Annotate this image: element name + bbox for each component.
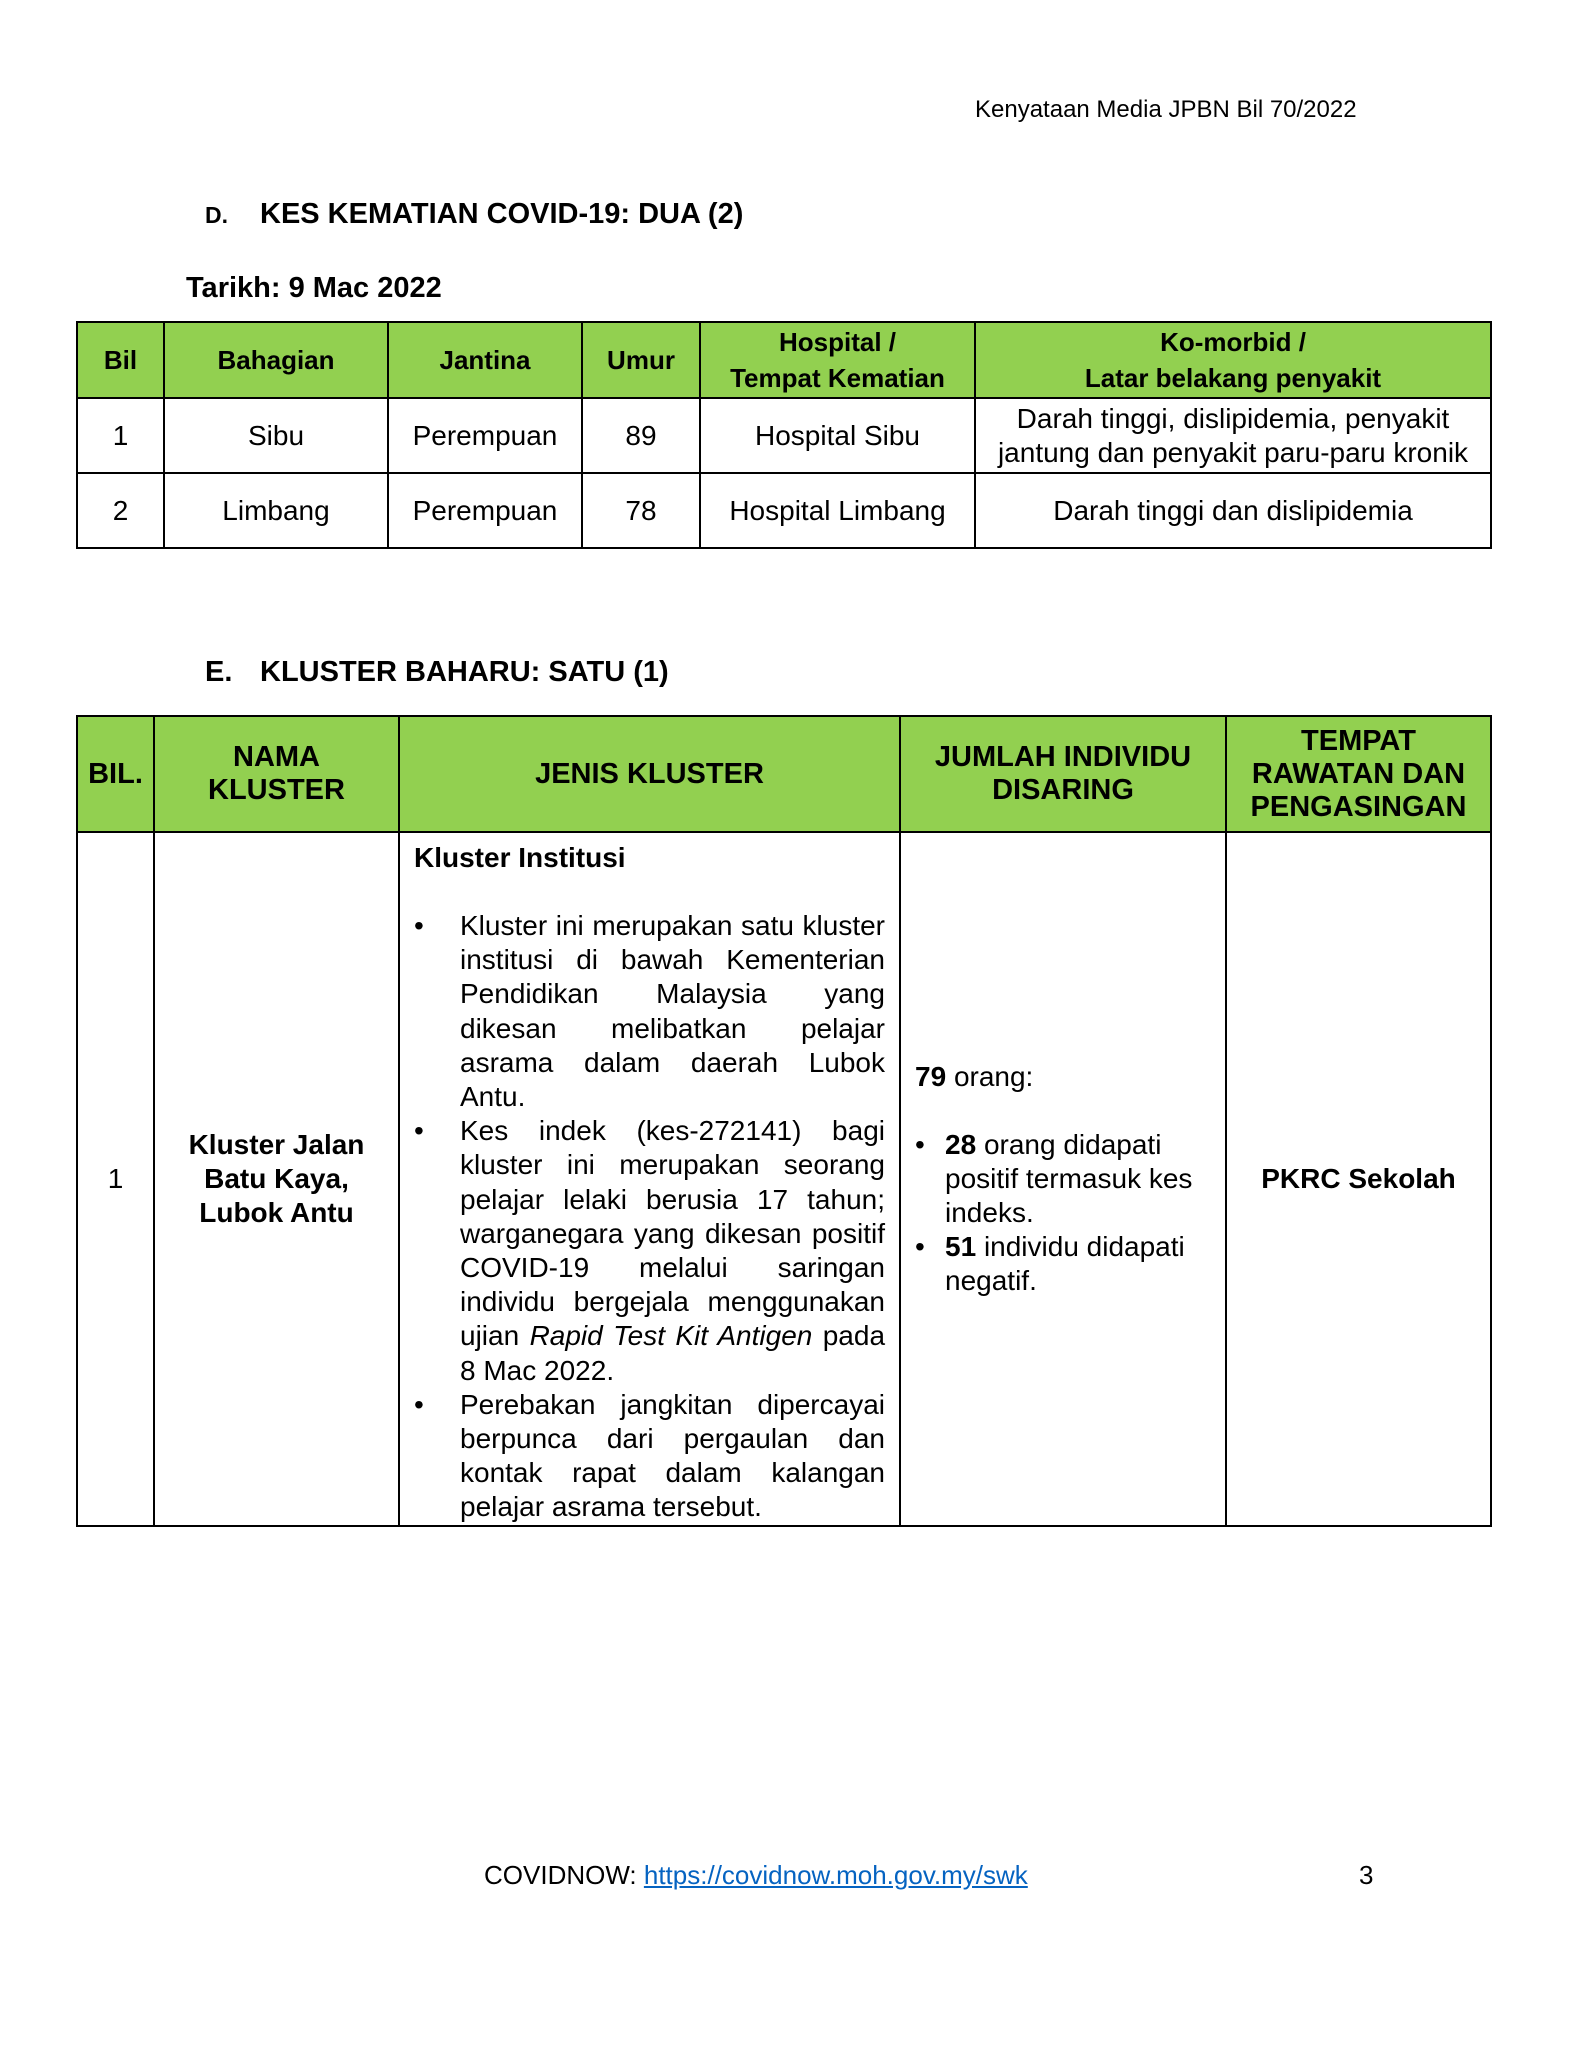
jumlah-breakdown-list — [915, 1128, 1211, 1298]
list-item — [414, 1114, 885, 1388]
cell-hospital: Hospital Limbang — [700, 473, 975, 548]
list-item-text-end: pada 8 Mac 2022. — [460, 1320, 886, 1386]
cell-jantina: Perempuan — [388, 473, 582, 548]
section-d-title: KES KEMATIAN COVID-19: DUA (2) — [260, 198, 744, 230]
col-hospital-line2: Tempat Kematian — [730, 363, 945, 393]
list-item-text: Kes indek (kes-272141) bagi kluster ini merupakan seorang pelajar lelaki berusia 17 tahun; warganegara yang dikesan positif COVID-19 melalui saringan individu bergejala menggunakan ujian — [460, 1115, 885, 1352]
col-jumlah-individu: JUMLAH INDIVIDU DISARING — [900, 716, 1226, 832]
list-item: • Kluster ini merupakan satu kluster institusi di bawah Kementerian Pendidikan Malaysia yang dikesan melibatkan pelajar asrama dalam daerah Lubok Antu. — [414, 909, 885, 1114]
cell-bil: 2 — [77, 473, 164, 548]
col-komorbid — [975, 322, 1491, 398]
col-bil: BIL. — [77, 716, 154, 832]
jumlah-total — [915, 1060, 1211, 1094]
footer-covidnow — [484, 1860, 1028, 1891]
col-hospital — [700, 322, 975, 398]
cell-tempat-rawatan: PKRC Sekolah — [1226, 832, 1491, 1526]
cell-bahagian: Limbang — [164, 473, 388, 548]
deaths-header-row — [77, 322, 1491, 398]
list-item — [915, 1230, 1211, 1298]
col-jantina: Jantina — [388, 322, 582, 398]
deaths-table — [76, 321, 1492, 549]
table-row — [77, 832, 1491, 1526]
cell-nama-kluster: Kluster Jalan Batu Kaya, Lubok Antu — [154, 832, 399, 1526]
section-e-title: KLUSTER BAHARU: SATU (1) — [260, 656, 669, 688]
table-row — [77, 398, 1491, 473]
breakdown-number: 51 — [945, 1230, 977, 1262]
col-nama-kluster: NAMA KLUSTER — [154, 716, 399, 832]
section-d-date: Tarikh: 9 Mac 2022 — [186, 272, 442, 304]
footer-label: COVIDNOW: — [484, 1860, 637, 1890]
breakdown-number: 28 — [945, 1128, 977, 1160]
cell-bahagian: Sibu — [164, 398, 388, 473]
col-jenis-kluster: JENIS KLUSTER — [399, 716, 900, 832]
section-d-heading — [205, 198, 743, 231]
col-umur: Umur — [582, 322, 700, 398]
cell-jumlah-individu — [900, 832, 1226, 1526]
col-komorbid-line1: Ko-morbid / — [1160, 327, 1306, 357]
jumlah-total-number: 79 — [915, 1060, 947, 1092]
col-tempat-rawatan: TEMPAT RAWATAN DAN PENGASINGAN — [1226, 716, 1491, 832]
breakdown-text: individu didapati negatif. — [945, 1230, 1185, 1296]
cluster-header-row — [77, 716, 1491, 832]
jenis-kluster-list — [414, 909, 885, 1525]
cell-umur: 78 — [582, 473, 700, 548]
covidnow-link[interactable]: https://covidnow.moh.gov.my/swk — [643, 1860, 1028, 1890]
cell-hospital: Hospital Sibu — [700, 398, 975, 473]
cell-jantina: Perempuan — [388, 398, 582, 473]
cell-jenis-kluster — [399, 832, 900, 1526]
section-e-letter: E. — [205, 656, 233, 688]
col-bil: Bil — [77, 322, 164, 398]
cell-komorbid: Darah tinggi, dislipidemia, penyakit jantung dan penyakit paru-paru kronik — [975, 398, 1491, 473]
section-d-letter: D. — [205, 202, 228, 228]
table-row — [77, 473, 1491, 548]
breakdown-text: orang didapati positif termasuk kes indeks. — [945, 1128, 1193, 1228]
col-komorbid-line2: Latar belakang penyakit — [1084, 363, 1382, 393]
jumlah-total-suffix: orang: — [953, 1060, 1034, 1092]
col-bahagian: Bahagian — [164, 322, 388, 398]
cell-bil: 1 — [77, 832, 154, 1526]
list-item: • Perebakan jangkitan dipercayai berpunca dari pergaulan dan kontak rapat dalam kalangan pelajar asrama tersebut. — [414, 1388, 885, 1525]
cell-komorbid: Darah tinggi dan dislipidemia — [975, 473, 1491, 548]
col-hospital-line1: Hospital / — [778, 327, 896, 357]
list-item-italic: Rapid Test Kit Antigen — [529, 1320, 813, 1352]
list-item — [915, 1128, 1211, 1230]
cell-umur: 89 — [582, 398, 700, 473]
document-reference: Kenyataan Media JPBN Bil 70/2022 — [975, 96, 1357, 123]
page-number: 3 — [1359, 1860, 1374, 1890]
cluster-table — [76, 715, 1492, 1527]
section-e-heading — [205, 656, 669, 689]
jenis-kluster-title: Kluster Institusi — [414, 842, 626, 873]
cell-bil: 1 — [77, 398, 164, 473]
